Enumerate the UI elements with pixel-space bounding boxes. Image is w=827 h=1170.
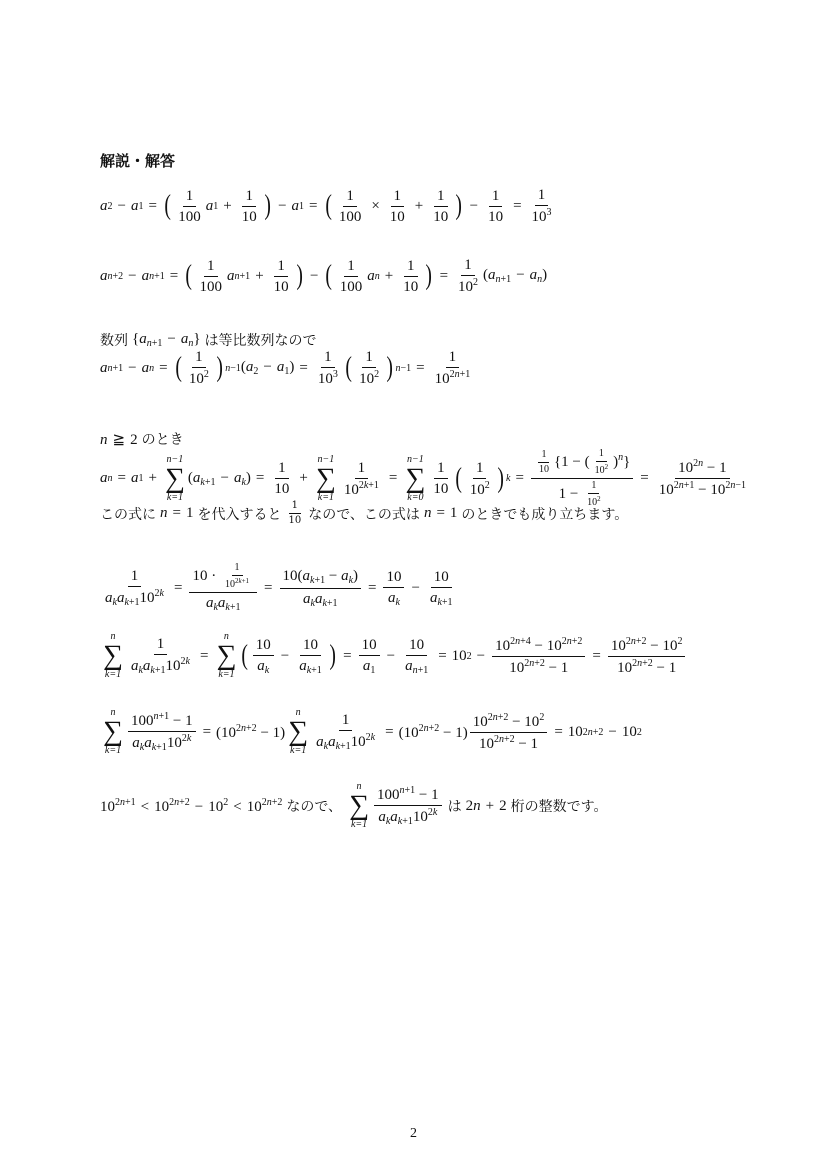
equation-telescoping-sum: n ∑ k=1 $\frac{1}{a_ka_{k+1}10^{2k}}$ = n ∑ k=1 ( $\frac{10}{a_k}$ − $\frac{10}{a_{k+1}}$ ) = $\frac{10}{a_1}$ − $\frac{10}{a_{n+1}}$ = 10 2 − $\frac{10^{2n+4} - 10^{2n+2}}{10^{2n+2} - 1}$ = $\frac{10^{2n+2} - 10^2}{10^{2n+2} - 1}$: [100, 632, 687, 680]
equation-difference-formula: a n+1 − a n = ( $\frac{1}{10^2}$ ) n−1 $(a_2 - a_1)$ = $\frac{1}{10^3}$ ( $\frac{1}{10^2}$ ) n−1 = $\frac{1}{10^{2n+1}}$: [100, 349, 471, 387]
text-geometric-sequence: 数列 $\{a_{n+1} - a_n\}$ は等比数列なので: [100, 331, 317, 349]
equation-recurrence-difference: a n+2 − a n+1 = ( $\frac{1}{100}$ a n+1 + $\frac{1}{10}$ ) − ( $\frac{1}{100}$ a n + $\frac{1}{10}$ ) = $\frac{1}{10^2}$ $(a_{n+1} - a_n)$: [100, 257, 548, 295]
equation-a2-minus-a1: a 2 − a 1 = ( $\frac{1}{100}$ a 1 + $\frac{1}{10}$ ) − a 1 = ( $\frac{1}{100}$ × $\frac{1}{10}$ + $\frac{1}{10}$ ) − $\frac{1}{10}$ = $\frac{1}{10^3}$: [100, 187, 552, 225]
section-heading: 解説・解答: [100, 152, 176, 170]
equation-target-sum: n ∑ k=1 $\frac{100^{n+1} - 1}{a_ka_{k+1}10^{2k}}$ = $(10^{2n+2} - 1)$ n ∑ k=1 $\frac{1}{a_ka_{k+1}10^{2k}}$ = $(10^{2n+2} - 1)$ $\frac{10^{2n+2} - 10^2}{10^{2n+2} - 1}$ = 10 2n+2 − 10 2: [103, 707, 642, 756]
text-digit-conclusion: $10^{2n+1} < 10^{2n+2} - 10^2 < 10^{2n+2}$ なので、 n ∑ k=1 $\frac{100^{n+1} - 1}{a_ka_{k+1}10^{2k}}$ は 2n + 2 桁の整数です。: [100, 781, 608, 830]
text-when-n-ge-2: n ≧ 2 のとき: [100, 431, 184, 448]
equation-partial-fraction: $\frac{1}{a_ka_{k+1}10^{2k}}$ = 10 · $\frac{1}{10^{2k+1}}$ $a_ka_{k+1}$ = $\frac{10(a_{k+1} - a_k)}{a_ka_{k+1}}$ = $\frac{10}{a_k}$ − $\frac{10}{a_{k+1}}$: [105, 562, 453, 613]
text-n-equals-1-check: この式に n = 1 を代入すると $\frac{1}{10}$ なので、この式は n = 1 のときでも成り立ちます。: [100, 500, 629, 526]
page-number: 2: [410, 1126, 417, 1141]
equation-general-term: a n = a 1 + n−1 ∑ k=1 $(a_{k+1} - a_k)$ = $\frac{1}{10}$ + n−1 ∑ k=1 $\frac{1}{10^{2k+1}}$ = n−1 ∑ k=0 $\frac{1}{10}$ ( $\frac{1}{10^2}$ ) k = $\frac{1}{10}$ {1 − ( $\frac{1}{10^2}$ )$^n$} 1 − $\frac{1}{10^2}$ = $\frac{10^{2n} - 1}{10^{2n+1} - 10^{2n-1}}$: [100, 448, 747, 508]
